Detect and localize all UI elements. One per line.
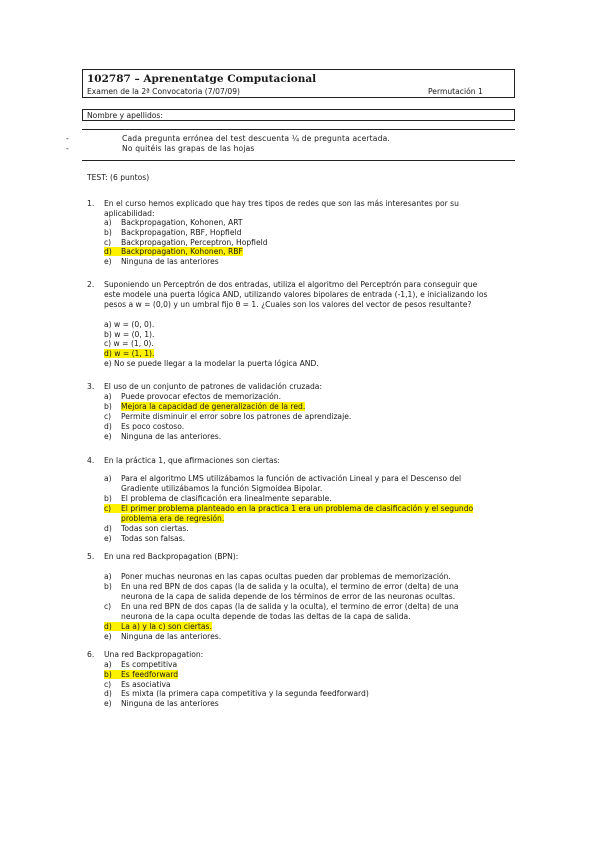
option-text: El primer problema planteado en la practica 1 era un problema de clasificación y el segundo <box>121 504 474 513</box>
option-letter: a) <box>104 572 112 581</box>
option-letter: e) <box>104 632 112 641</box>
option-text: Gradiente utilizábamos la función Sigmoidea Bipolar. <box>121 484 323 493</box>
option-letter: a) <box>104 474 112 483</box>
name-field[interactable] <box>82 109 515 121</box>
option-letter: b) <box>104 670 121 679</box>
question-text: El uso de un conjunto de patrones de validación cruzada: <box>104 382 323 391</box>
question-text: pesos a w = (0,0) y un umbral fijo θ = 1. ¿Cuales son los valores del vector de pesos resultante? <box>104 300 472 309</box>
option-text: neurona de la capa de salida depende de los términos de error de las neuronas ocultas. <box>121 592 456 601</box>
option-text: problema era de regresión. <box>121 514 225 523</box>
option-letter: a) <box>104 392 112 401</box>
question-number: 4. <box>87 456 95 465</box>
answer-option: a) w = (0, 0). <box>104 320 155 329</box>
question-number: 6. <box>87 650 95 659</box>
option-letter: b) <box>104 582 112 591</box>
option-text: Backpropagation, RBF, Hopfield <box>121 228 242 237</box>
test-title: TEST: (6 puntos) <box>87 173 150 182</box>
exam-header <box>82 69 515 98</box>
option-text: Es poco costoso. <box>121 422 185 431</box>
course-title <box>87 73 316 85</box>
option-text: Backpropagation, Kohonen, RBF <box>121 247 243 256</box>
option-letter: b) <box>104 228 112 237</box>
option-letter: d) <box>104 247 121 256</box>
option-text: Ninguna de las anteriores. <box>121 432 222 441</box>
option-letter: c) <box>104 602 112 611</box>
divider <box>82 160 515 161</box>
option-text: En una red BPN de dos capas (la de salida y la oculta), el termino de error (delta) de una <box>121 602 459 611</box>
course-code: 102787 <box>87 73 131 85</box>
option-text: Ninguna de las anteriores <box>121 699 219 708</box>
option-text: Ninguna de las anteriores <box>121 257 219 266</box>
answer-option: c) w = (1, 0). <box>104 339 154 348</box>
notice-item <box>0 144 599 155</box>
option-text: Ninguna de las anteriores. <box>121 632 222 641</box>
question-text: Suponiendo un Perceptrón de dos entradas, utiliza el algoritmo del Perceptrón para conseguir que <box>104 280 478 289</box>
option-letter: e) <box>104 432 112 441</box>
question-text: aplicabilidad: <box>104 209 155 218</box>
question-number: 5. <box>87 552 95 561</box>
option-text: En una red BPN de dos capas (la de salida y la oculta), el termino de error (delta) de una <box>121 582 459 591</box>
option-letter: e) <box>104 699 112 708</box>
question-text: este modele una puerta lógica AND, utilizando valores bipolares de entrada (-1,1), e inicializando los <box>104 290 488 299</box>
answer-option-highlighted: d) w = (1, 1). <box>104 349 155 358</box>
option-text: Mejora la capacidad de generalización de la red. <box>121 402 306 411</box>
option-text: Todas son falsas. <box>121 534 186 543</box>
option-text: Backpropagation, Kohonen, ART <box>121 218 243 227</box>
option-text: Todas son ciertas. <box>121 524 189 533</box>
answer-option: b) w = (0, 1). <box>104 330 155 339</box>
question-text: En la práctica 1, que afirmaciones son ciertas: <box>104 456 280 465</box>
permutation-label: Permutación 1 <box>428 87 483 96</box>
course-name: Aprenentatge Computacional <box>143 73 317 85</box>
option-text: Permite disminuir el error sobre los patrones de aprendizaje. <box>121 412 352 421</box>
option-letter: d) <box>104 422 112 431</box>
option-letter: e) <box>104 257 112 266</box>
option-text: La a) y la c) son ciertas. <box>121 622 212 631</box>
option-letter: d) <box>104 622 121 631</box>
option-text: Es mixta (la primera capa competitiva y la segunda feedforward) <box>121 689 369 698</box>
course-separator: – <box>134 73 140 85</box>
option-letter: c) <box>104 504 121 513</box>
name-label: Nombre y apellidos: <box>87 111 163 120</box>
answer-option: e) No se puede llegar a la modelar la puerta lógica AND. <box>104 359 319 368</box>
question-text: Una red Backpropagation: <box>104 650 204 659</box>
notice-text: No quitéis las grapas de las hojas <box>122 144 255 153</box>
option-text: Puede provocar efectos de memorización. <box>121 392 281 401</box>
notice-text: Cada pregunta errónea del test descuenta ¼ de pregunta acertada. <box>122 134 390 143</box>
option-letter: d) <box>104 689 112 698</box>
option-text: El problema de clasificación era linealmente separable. <box>121 494 332 503</box>
option-letter: d) <box>104 524 112 533</box>
question-number: 1. <box>87 199 95 208</box>
option-letter: a) <box>104 218 112 227</box>
divider <box>82 129 515 130</box>
option-letter: c) <box>104 680 112 689</box>
option-text: neurona de la capa oculta depende de todas las deltas de la capa de salida. <box>121 612 411 621</box>
option-letter: e) <box>104 534 112 543</box>
notice-bullet: - <box>66 144 69 153</box>
option-text: Para el algoritmo LMS utilizábamos la función de activación Lineal y para el Descenso del <box>121 474 462 483</box>
notice-bullet: - <box>66 134 69 143</box>
option-letter: a) <box>104 660 112 669</box>
option-text: Poner muchas neuronas en las capas ocultas pueden dar problemas de memorización. <box>121 572 451 581</box>
question-number: 3. <box>87 382 95 391</box>
option-text: Es competitiva <box>121 660 178 669</box>
question-number: 2. <box>87 280 95 289</box>
option-letter: b) <box>104 494 112 503</box>
question-text: En el curso hemos explicado que hay tres tipos de redes que son las más interesantes por su <box>104 199 459 208</box>
question-text: En una red Backpropagation (BPN): <box>104 552 239 561</box>
option-letter: b) <box>104 402 112 411</box>
option-text: Backpropagation, Perceptron, Hopfield <box>121 238 268 247</box>
option-text: Es asociativa <box>121 680 171 689</box>
option-text: Es feedforward <box>121 670 179 679</box>
option-letter: c) <box>104 238 112 247</box>
exam-session: Examen de la 2ª Convocatoria (7/07/09) <box>87 87 240 96</box>
option-letter: c) <box>104 412 112 421</box>
